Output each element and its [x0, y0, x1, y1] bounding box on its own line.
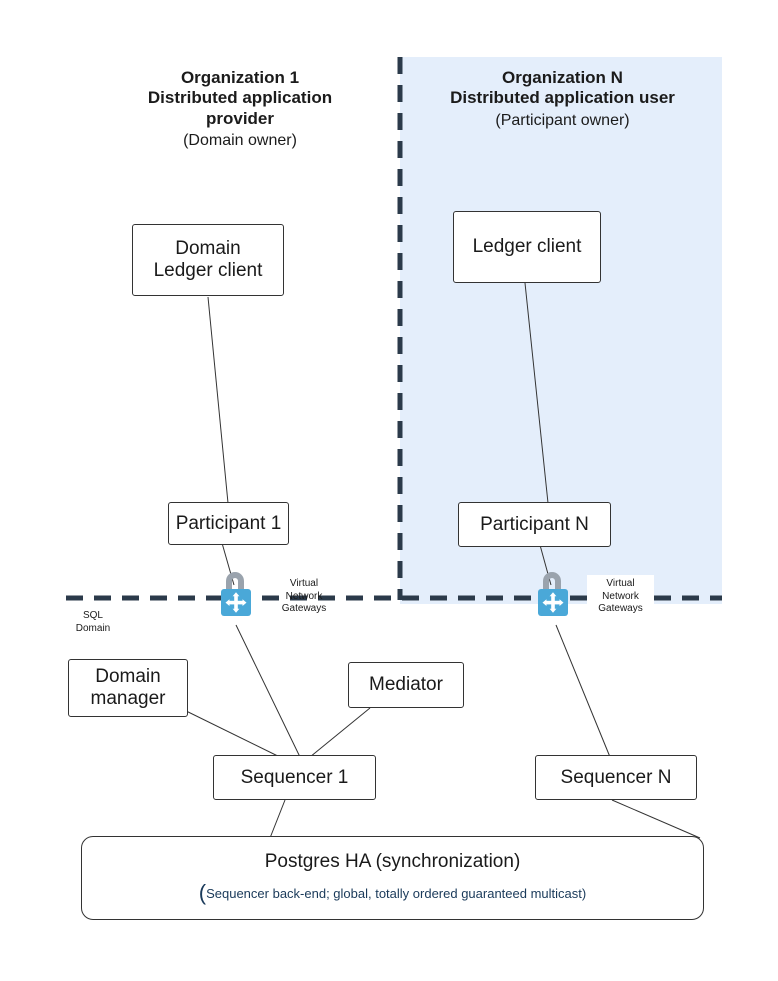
orgn-title-line1: Organization N: [502, 68, 623, 87]
vng-label-left: [271, 578, 337, 616]
organization-n-header: [410, 68, 715, 130]
node-mediator[interactable]: [348, 662, 464, 708]
node-domain-manager[interactable]: [68, 659, 188, 717]
vng-left-line2: Network: [285, 590, 323, 602]
participant-1-label: Participant 1: [175, 512, 282, 534]
domain-ledger-client-line1: Domain: [175, 238, 241, 260]
node-sequencer-1[interactable]: [213, 755, 376, 800]
node-domain-ledger-client[interactable]: [132, 224, 284, 296]
vng-left-line1: Virtual: [289, 578, 319, 589]
sequencer-1-label: Sequencer 1: [240, 766, 349, 788]
domain-manager-line2: manager: [90, 688, 166, 709]
orgn-subtitle: (Participant owner): [495, 111, 630, 129]
org1-title-line2: Distributed application: [147, 88, 333, 108]
orgn-title-line2: Distributed application user: [450, 88, 675, 108]
node-participant-n[interactable]: [458, 502, 611, 547]
participant-n-label: Participant N: [480, 513, 589, 535]
organization-1-header: [100, 68, 380, 150]
org1-title-line1: Organization 1: [180, 68, 300, 87]
org1-title-line3: provider: [205, 108, 275, 128]
vng-right-line1: Virtual: [606, 578, 635, 589]
node-sequencer-n[interactable]: [535, 755, 697, 800]
domain-manager-line1: Domain: [95, 666, 161, 688]
vng-label-right: [587, 575, 654, 619]
virtual-network-gateway-right[interactable]: [529, 568, 575, 620]
postgres-subtitle-text: Sequencer back-end; global, totally ordered guaranteed multicast): [206, 885, 587, 901]
vng-right-line2: Network: [602, 590, 639, 602]
virtual-network-gateway-left[interactable]: [212, 568, 258, 620]
node-participant-1[interactable]: [168, 502, 289, 545]
vng-right-line3: Gateways: [598, 603, 643, 614]
sql-domain-line2: Domain: [75, 622, 111, 634]
domain-ledger-client-line2: Ledger client: [153, 260, 263, 281]
sql-domain-line1: SQL: [82, 610, 103, 621]
org1-subtitle: (Domain owner): [183, 132, 297, 150]
mediator-label: Mediator: [369, 674, 443, 696]
vng-left-line3: Gateways: [281, 603, 327, 614]
node-postgres-ha[interactable]: [81, 836, 704, 920]
postgres-subtitle: (Sequencer back-end; global, totally ordered guaranteed multicast): [198, 879, 587, 905]
node-ledger-client[interactable]: [453, 211, 601, 283]
sql-domain-label: [64, 610, 122, 635]
postgres-title: Postgres HA (synchronization): [264, 850, 521, 872]
ledger-client-label: Ledger client: [472, 236, 582, 258]
sequencer-n-label: Sequencer N: [560, 766, 672, 788]
